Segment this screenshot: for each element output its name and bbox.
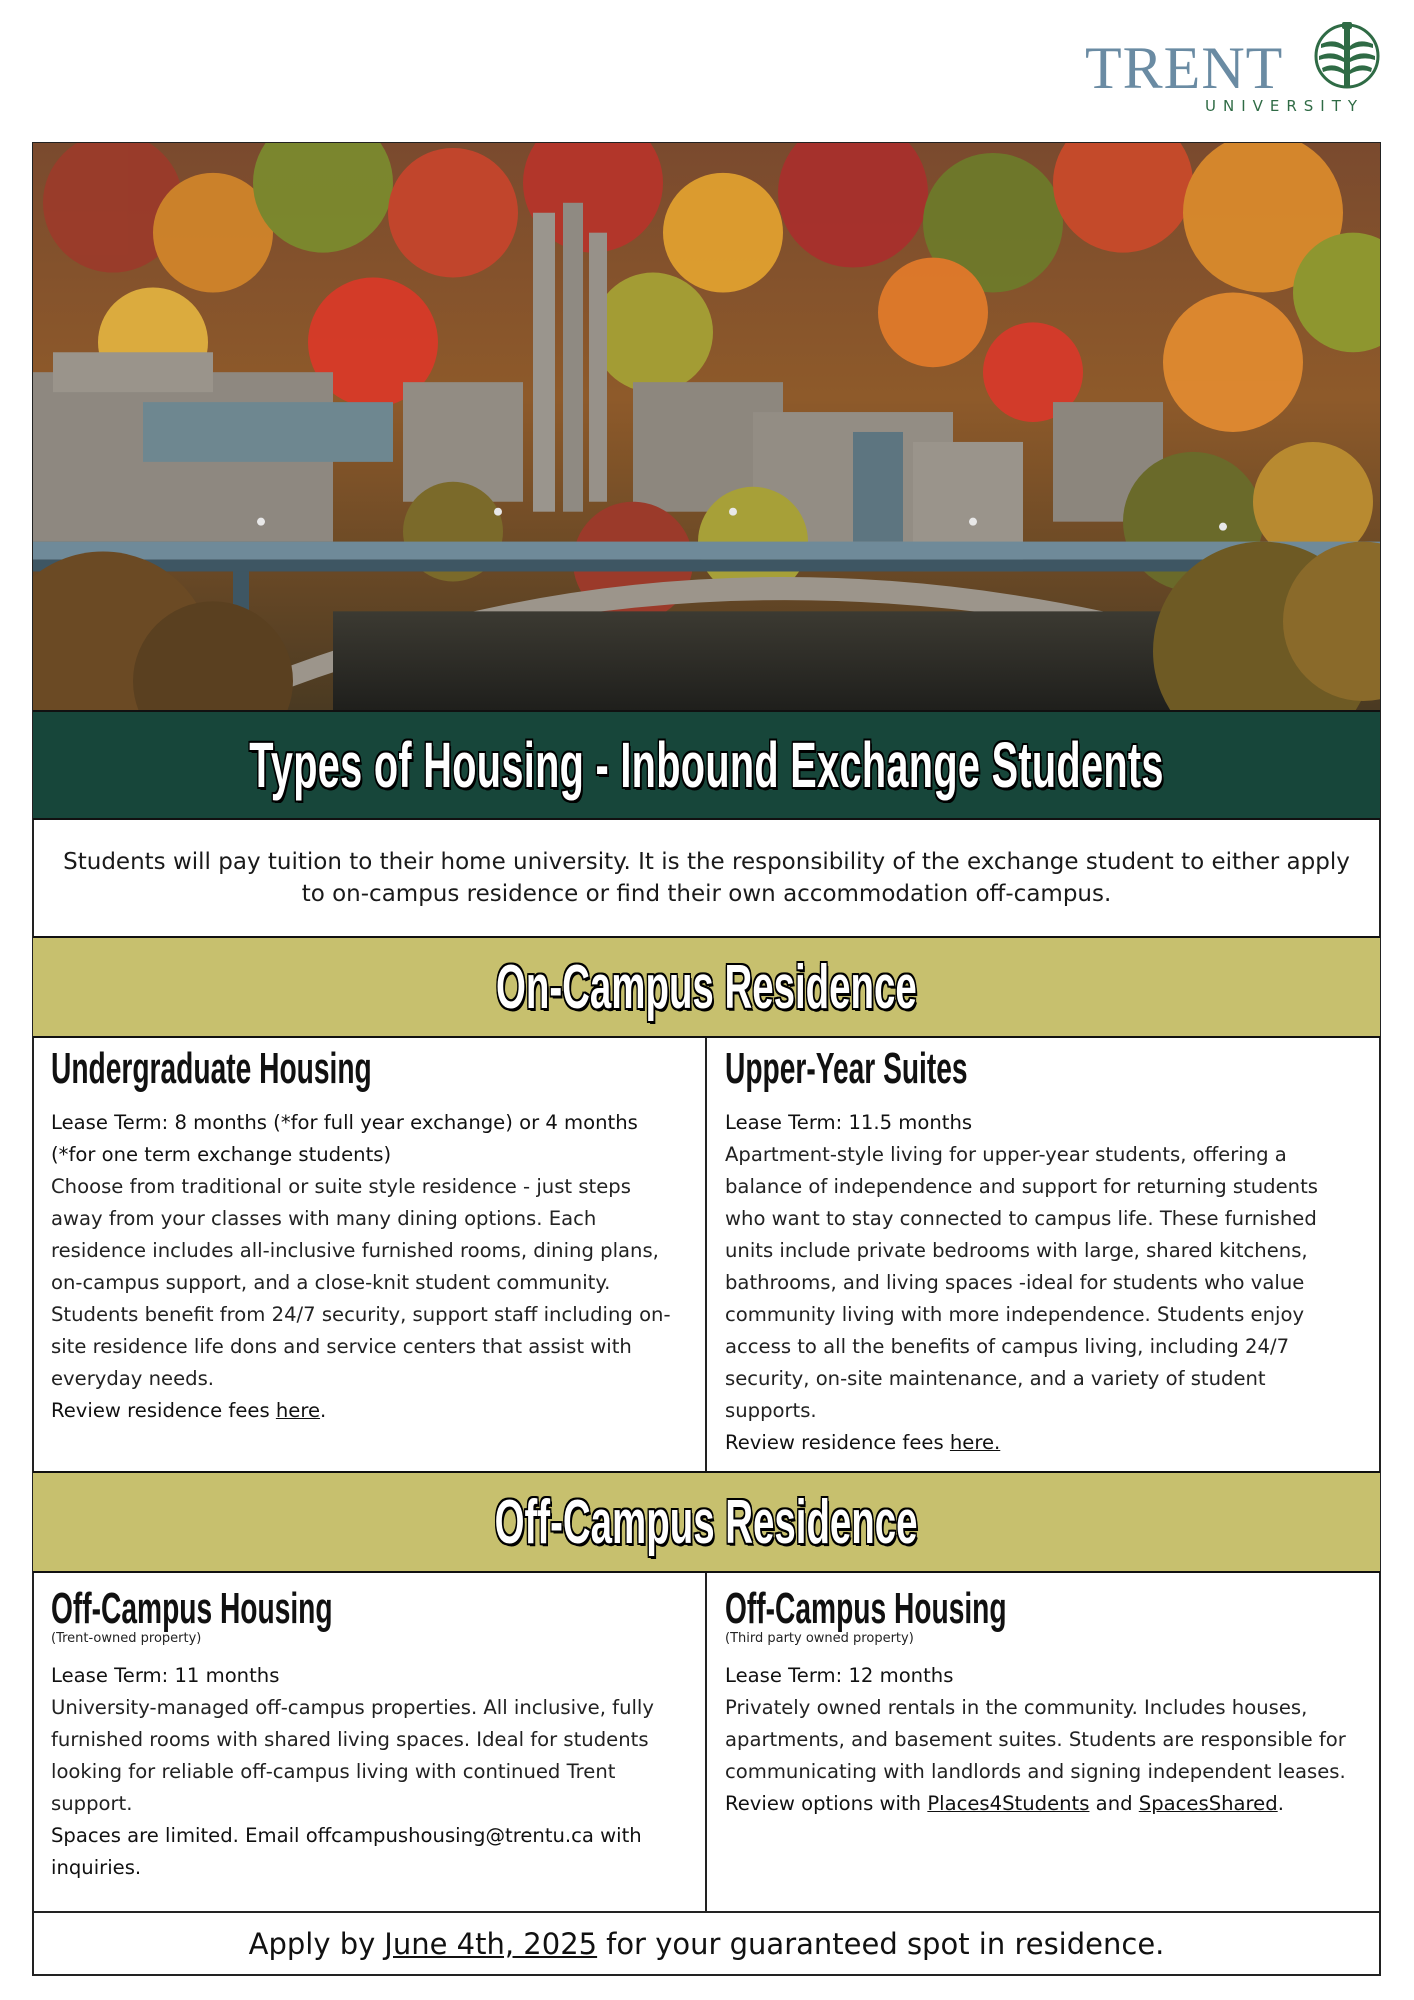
residence-fees-link[interactable]: here xyxy=(275,1399,321,1422)
card-title: Off-Campus Housing xyxy=(51,1584,333,1633)
card-description: Privately owned rentals in the community. Includes houses, apartments, and basement suites. Students are responsible for communicating with landlords and signing independent leases. xyxy=(725,1696,1346,1783)
off-campus-heading: Off-Campus Residence xyxy=(495,1487,918,1557)
fees-cta-text: Review residence fees xyxy=(51,1399,276,1422)
trent-crest-icon xyxy=(1313,20,1381,92)
card-subtitle: (Trent-owned property) xyxy=(51,1631,202,1646)
fees-cta-text: Review residence fees xyxy=(725,1431,950,1454)
fees-cta xyxy=(725,1427,1361,1459)
logo-wordmark: TRENT xyxy=(1085,35,1284,101)
fees-cta xyxy=(51,1395,687,1427)
trent-university-logo xyxy=(1085,20,1385,120)
lease-term: Lease Term: 11.5 months xyxy=(725,1111,973,1134)
lease-term: Lease Term: 11 months xyxy=(51,1664,280,1687)
card-description: Apartment-style living for upper-year students, offering a balance of independence and support for returning students who want to stay connected to campus life. These furnished units include private bedrooms with large, shared kitchens, bathrooms, and living spaces -ideal for students who value community living with more independence. Students enjoy access to all the benefits of campus living, including 24/7 security, on-site maintenance, and a variety of student supports. xyxy=(725,1143,1318,1422)
lease-term: Lease Term: 12 months xyxy=(725,1664,954,1687)
trent-owned-housing-card xyxy=(33,1583,705,1884)
card-title: Upper-Year Suites xyxy=(725,1044,968,1093)
card-title: Undergraduate Housing xyxy=(51,1044,372,1093)
card-description: Choose from traditional or suite style residence - just steps away from your classes with many dining options. Each residence includes all-inclusive furnished rooms, dining plans, on-campus support, and a close-knit student community. Students benefit from 24/7 security, support staff including on-site residence life dons and service centers that assist with everyday needs. xyxy=(51,1175,671,1390)
logo-subline: UNIVERSITY xyxy=(1205,97,1365,115)
page-title-banner xyxy=(33,712,1380,820)
lease-term: Lease Term: 8 months (*for full year exchange) or 4 months (*for one term exchange students) xyxy=(51,1111,638,1166)
campus-photo-image xyxy=(33,143,1380,710)
on-campus-section-banner xyxy=(33,938,1380,1038)
fees-cta-suffix: . xyxy=(320,1399,327,1422)
spacesshared-link[interactable]: SpacesShared xyxy=(1138,1792,1278,1815)
apply-deadline-footer xyxy=(33,1911,1380,1974)
page-title: Types of Housing - Inbound Exchange Students xyxy=(249,729,1164,801)
campus-hero-photo xyxy=(33,143,1380,712)
footer-suffix: for your guaranteed spot in residence. xyxy=(606,1926,1165,1961)
options-cta-and: and xyxy=(1089,1792,1139,1815)
options-cta-suffix: . xyxy=(1277,1792,1284,1815)
residence-fees-link[interactable]: here. xyxy=(949,1431,1001,1454)
upper-year-suites-card xyxy=(707,1043,1379,1459)
options-cta-text: Review options with xyxy=(725,1792,928,1815)
undergraduate-housing-card xyxy=(33,1043,705,1427)
card-subtitle: (Third party owned property) xyxy=(725,1631,914,1646)
footer-prefix: Apply by xyxy=(248,1926,376,1961)
card-description: University-managed off-campus properties. All inclusive, fully furnished rooms with shared living spaces. Ideal for students looking for reliable off-campus living with continued Trent support. xyxy=(51,1696,654,1815)
third-party-housing-card xyxy=(707,1583,1379,1820)
contact-note: Spaces are limited. Email offcampushousing@trentu.ca with inquiries. xyxy=(51,1824,642,1879)
places4students-link[interactable]: Places4Students xyxy=(927,1792,1090,1815)
off-campus-section-banner xyxy=(33,1471,1380,1573)
options-cta xyxy=(725,1788,1361,1820)
on-campus-heading: On-Campus Residence xyxy=(496,952,917,1022)
intro-text: Students will pay tuition to their home university. It is the responsibility of the exchange student to either apply to on-campus residence or find their own accommodation off-campus. xyxy=(33,820,1380,938)
deadline-date-link[interactable]: June 4th, 2025 xyxy=(384,1926,598,1961)
card-title: Off-Campus Housing xyxy=(725,1584,1007,1633)
